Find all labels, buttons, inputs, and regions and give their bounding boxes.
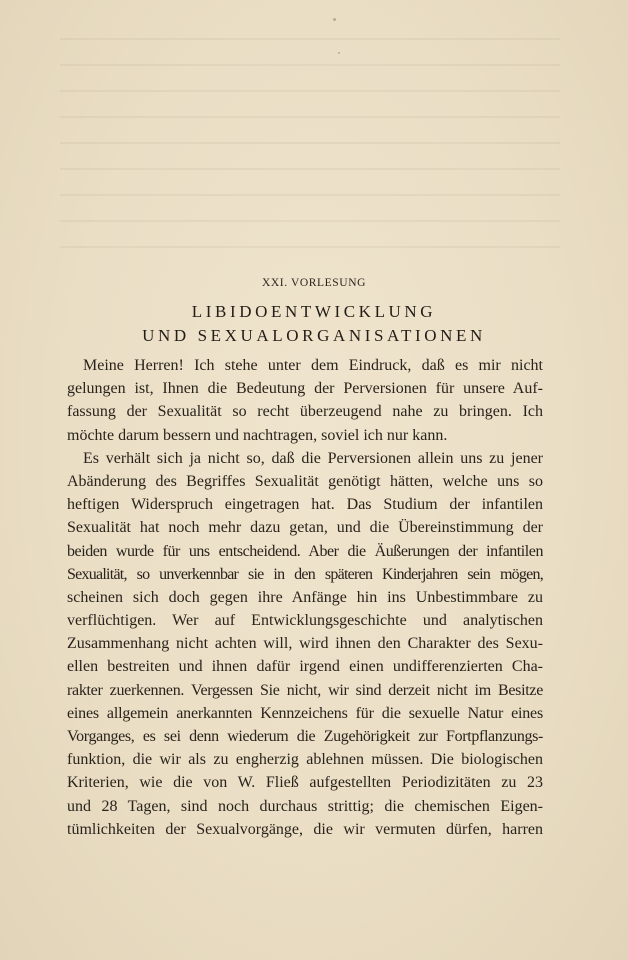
- text-line: Kriterien, wie die von W. Fließ aufgestellten Periodizitäten zu 23: [67, 774, 543, 792]
- text-line: Zusammenhang nicht achten will, wird ihnen den Charakter des Sexu-: [67, 635, 543, 653]
- text-line: und 28 Tagen, sind noch durchaus strittig; die chemischen Eigen-: [67, 797, 543, 815]
- show-through-text: [60, 20, 560, 250]
- text-line: Vorganges, es sei denn wiederum die Zugehörigkeit zur Fortpflanzungs-: [67, 728, 543, 745]
- text-line: fassung der Sexualität so recht überzeugend nahe zu bringen. Ich: [67, 403, 543, 421]
- text-line: heftigen Widerspruch eingetragen hat. Das Studium der infantilen: [67, 496, 543, 514]
- text-line: tümlichkeiten der Sexualvorgänge, die wir vermuten dürfen, harren: [67, 820, 543, 838]
- paragraph-1: [67, 354, 543, 447]
- text-line: möchte darum bessern und nachtragen, soviel ich nur kann.: [67, 426, 448, 444]
- paragraph-2: [67, 447, 543, 841]
- title-line-1: LIBIDOENTWICKLUNG: [191, 302, 437, 321]
- text-line: Meine Herren! Ich stehe unter dem Eindruck, daß es mir nicht: [83, 357, 543, 374]
- text-line: scheinen sich doch gegen ihre Anfänge hin ins Unbestimmbare zu: [67, 588, 543, 606]
- title-line-2: UND SEXUALORGANISATIONEN: [142, 326, 486, 345]
- text-line: Sexualität hat noch mehr dazu getan, und die Übereinstimmung der: [67, 519, 543, 537]
- text-line: ellen bestreiten und ihnen dafür irgend einen undifferenzierten Cha-: [67, 658, 543, 676]
- text-line: beiden wurde für uns entscheidend. Aber die Äußerungen der infantilen: [67, 542, 543, 560]
- text-line: eines allgemein anerkannten Kennzeichens für die sexuelle Natur eines: [67, 704, 543, 722]
- paper-speck: [333, 18, 336, 21]
- text-line: gelungen ist, Ihnen die Bedeutung der Perversionen für unsere Auf-: [67, 380, 543, 398]
- body-text: [67, 354, 543, 841]
- text-line: funktion, die wir als zu engherzig ablehnen müssen. Die biologischen: [67, 751, 543, 769]
- text-line: Sexualität, so unverkennbar sie in den späteren Kinderjahren sein mögen,: [67, 565, 543, 583]
- text-line: Abänderung des Begriffes Sexualität genötigt hätten, welche uns so: [67, 472, 543, 490]
- chapter-title: [0, 300, 628, 348]
- text-line: verflüchtigen. Wer auf Entwicklungsgeschichte und analytischen: [67, 612, 543, 630]
- chapter-label: XXI. VORLESUNG: [261, 277, 367, 289]
- paper-speck: [338, 52, 340, 54]
- text-line: Es verhält sich ja nicht so, daß die Perversionen allein uns zu jener: [83, 449, 543, 467]
- text-line: rakter zuerkennen. Vergessen Sie nicht, wir sind derzeit nicht im Besitze: [67, 681, 543, 699]
